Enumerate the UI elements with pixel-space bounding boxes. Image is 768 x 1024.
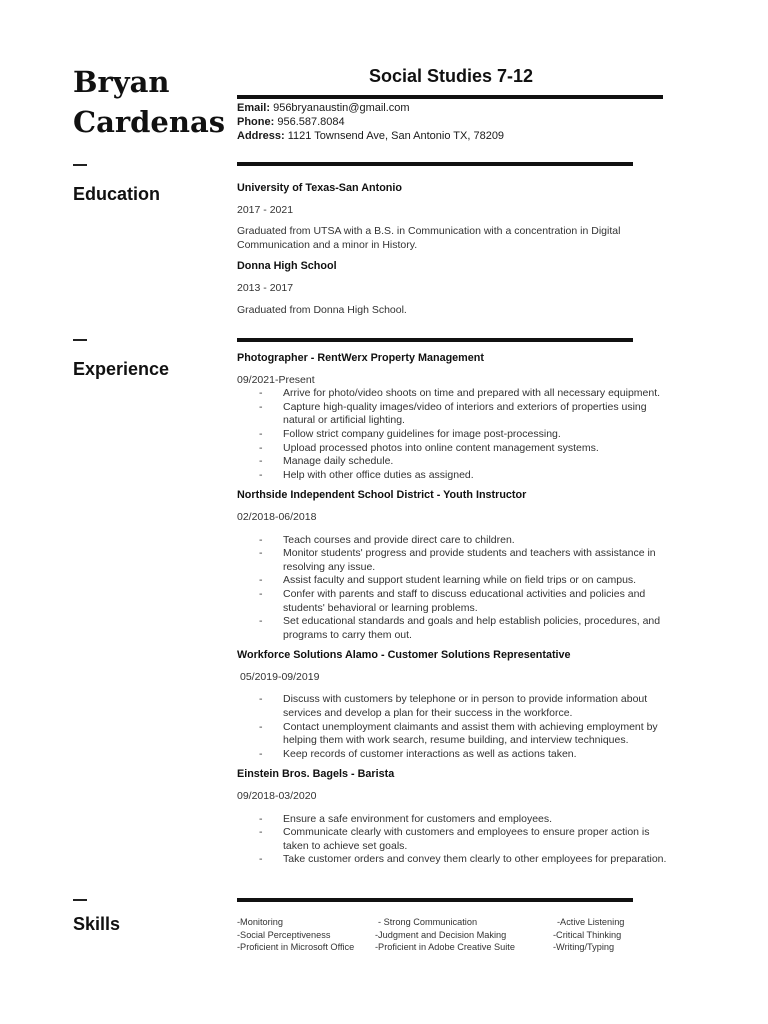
job-title: Einstein Bros. Bagels - Barista [237,768,395,781]
experience-heading: Experience [73,359,170,379]
job-duties [237,693,677,761]
education-heading: Education [73,184,161,204]
experience-content [237,352,677,867]
job-title: Workforce Solutions Alamo - Customer Solutions Representative [237,649,571,662]
skill-item: -Monitoring [237,917,283,927]
skill-item: -Writing/Typing [553,942,615,952]
skill-item: -Active Listening [557,917,625,927]
phone-label: Phone: [237,116,275,128]
duty-item: - Upload processed photos into online content management systems. [237,442,677,456]
job-dates: 09/2018-03/2020 [237,790,317,803]
job-duties [237,534,677,643]
skill-item: -Critical Thinking [553,929,622,940]
contact-block [237,101,504,143]
address-line [237,129,504,143]
phone-value: 956.587.8084 [277,116,345,128]
skill-item: -Judgment and Decision Making [375,929,507,940]
skill-item: -Proficient in Adobe Creative Suite [375,942,515,952]
duty-item: - Discuss with customers by telephone or in person to provide information about services and develop a plan for their success in the workforce. [237,693,677,720]
phone-line [237,115,504,129]
header-rule [237,95,663,99]
job-title: Northside Independent School District - Youth Instructor [237,489,527,502]
duty-item: - Teach courses and provide direct care to children. [237,534,677,548]
duty-item: - Help with other office duties as assigned. [237,469,677,483]
skill-item: - Strong Communication [378,917,478,927]
job-title: Photographer - RentWerx Property Management [237,352,484,364]
section-dash [73,899,87,901]
email-label: Email: [237,102,271,114]
duty-item: - Communicate clearly with customers and employees to ensure proper action is taken to achieve set goals. [237,826,677,853]
skill-item: -Social Perceptiveness [237,929,331,940]
duty-item: - Manage daily schedule. [237,455,677,469]
first-name: Bryan [73,65,170,99]
email-line [237,101,504,115]
skills-column [553,916,624,954]
duty-item: - Ensure a safe environment for customers and employees. [237,813,677,827]
skill-item: -Proficient in Microsoft Office [237,942,355,952]
duty-item: - Confer with parents and staff to discuss educational activities and policies and students' behavioral or learning problems. [237,588,677,615]
duty-item: - Assist faculty and support student learning while on field trips or on campus. [237,574,677,588]
school-dates: 2017 - 2021 [237,203,294,216]
duty-item: - Monitor students' progress and provide students and teachers with assistance in resolving any issue. [237,547,677,574]
education-content [237,182,677,317]
candidate-name [73,62,243,142]
skills-rule [237,898,633,902]
duty-item: - Set educational standards and goals and help establish policies, procedures, and programs to carry them out. [237,615,677,642]
school-name: University of Texas-San Antonio [237,182,402,194]
last-name: Cardenas [73,105,226,139]
duty-item: - Contact unemployment claimants and assist them with achieving employment by helping them with work search, resume building, and interview techniques. [237,721,677,748]
school-description: Graduated from Donna High School. [237,303,407,316]
duty-item: - Arrive for photo/video shoots on time and prepared with all necessary equipment. [237,387,677,401]
experience-rule [237,338,633,342]
job-duties [237,813,677,867]
section-dash [73,339,87,341]
duty-item: - Take customer orders and convey them clearly to other employees for preparation. [237,853,677,867]
duty-item: - Keep records of customer interactions as well as actions taken. [237,748,677,762]
job-dates: 09/2021-Present [237,373,315,386]
job-dates: 05/2019-09/2019 [240,670,320,683]
job-duties [237,387,677,482]
address-label: Address: [237,130,285,142]
school-dates: 2013 - 2017 [237,281,294,294]
section-dash [73,164,87,166]
email-value: 956bryanaustin@gmail.com [273,102,410,114]
job-dates: 02/2018-06/2018 [237,510,317,523]
skills-column [375,916,515,954]
education-rule [237,162,633,166]
school-name: Donna High School [237,260,337,273]
school-description: Graduated from UTSA with a B.S. in Communication with a concentration in Digital Communication and a minor in History. [237,225,621,251]
duty-item: - Follow strict company guidelines for image post-processing. [237,428,677,442]
address-value: 1121 Townsend Ave, San Antonio TX, 78209 [287,130,505,142]
skills-column [237,916,354,954]
duty-item: - Capture high-quality images/video of interiors and exteriors of properties using natural or artificial lighting. [237,401,677,428]
position-title: Social Studies 7-12 [368,66,534,86]
skills-heading: Skills [73,914,121,934]
